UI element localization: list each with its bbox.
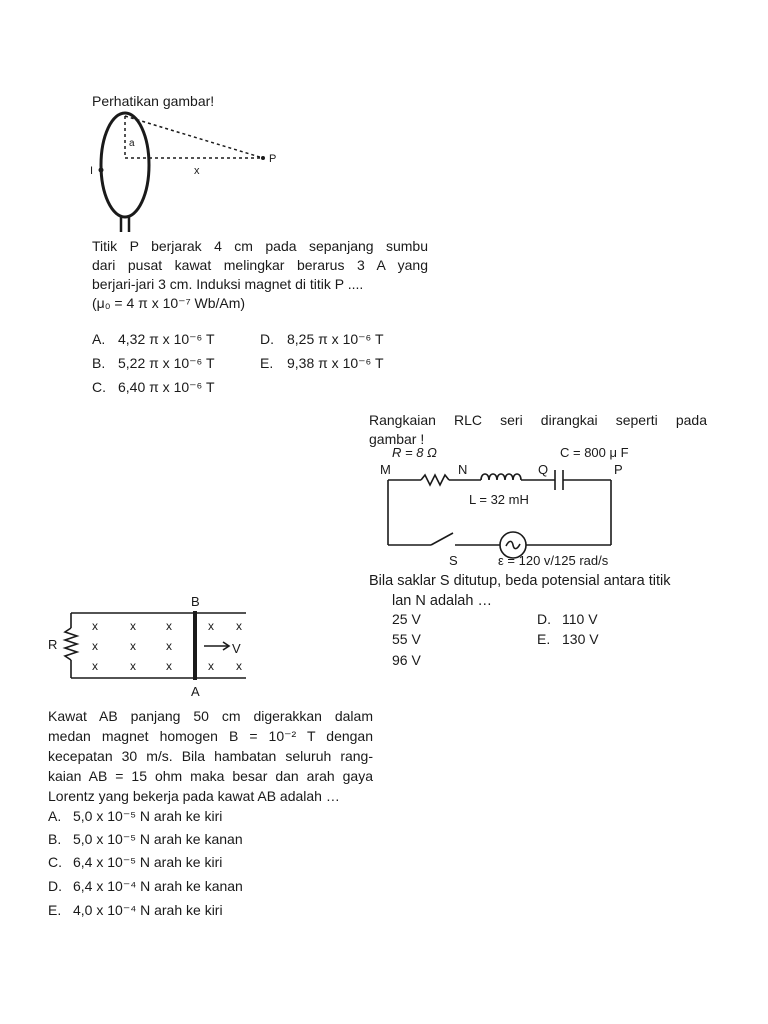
q3-option-letter: E. bbox=[48, 902, 62, 918]
q1-option-letter: D. bbox=[260, 331, 274, 347]
field-cross: x bbox=[92, 659, 98, 673]
q3-option-letter: C. bbox=[48, 854, 62, 870]
field-cross: x bbox=[92, 619, 98, 633]
q2-title-line: Rangkaian RLC seri dirangkai seperti pada bbox=[369, 412, 707, 428]
q3-text-line: medan magnet homogen B = 10⁻² T dengan bbox=[48, 728, 373, 744]
q2-title-line: gambar ! bbox=[369, 431, 425, 447]
q3-option-text: 5,0 x 10⁻⁵ N arah ke kanan bbox=[73, 831, 243, 847]
q1-option-letter: B. bbox=[92, 355, 106, 371]
label-p: P bbox=[269, 153, 277, 165]
q2-question-line: lan N adalah … bbox=[392, 593, 492, 609]
q1-option-text: 6,40 π x 10⁻⁶ T bbox=[118, 379, 215, 395]
q1-text-line: Titik P berjarak 4 cm pada sepanjang sumbu bbox=[92, 238, 428, 254]
label-source: ε = 120 v/125 rad/s bbox=[498, 553, 609, 568]
q3-option-text: 4,0 x 10⁻⁴ N arah ke kiri bbox=[73, 902, 223, 918]
q1-option-text: 5,22 π x 10⁻⁶ T bbox=[118, 355, 215, 371]
q1-text-line: berjari-jari 3 cm. Induksi magnet di titik P .... bbox=[92, 276, 364, 292]
label-v: V bbox=[232, 641, 241, 656]
label-r: R bbox=[48, 637, 58, 652]
moving-wire-figure bbox=[46, 594, 256, 700]
point-p-dot bbox=[261, 156, 265, 160]
q1-option-letter: E. bbox=[260, 355, 274, 371]
q1-title: Perhatikan gambar! bbox=[92, 93, 215, 109]
field-cross: x bbox=[166, 619, 172, 633]
label-x: x bbox=[194, 165, 200, 177]
rlc-circuit-figure bbox=[375, 442, 675, 572]
q2-option-letter: E. bbox=[537, 631, 551, 647]
label-r: R = 8 Ω bbox=[392, 445, 437, 460]
field-cross: x bbox=[208, 659, 214, 673]
node-n: N bbox=[458, 462, 468, 477]
q1-option-text: 4,32 π x 10⁻⁶ T bbox=[118, 331, 215, 347]
current-dot bbox=[99, 168, 104, 173]
q3-option-letter: B. bbox=[48, 831, 62, 847]
q2-option-text: 55 V bbox=[392, 631, 421, 647]
q3-text-line: Kawat AB panjang 50 cm digerakkan dalam bbox=[48, 708, 373, 724]
q2-option-text: 130 V bbox=[562, 631, 599, 647]
q2-option-text: 25 V bbox=[392, 611, 421, 627]
label-a: a bbox=[129, 138, 135, 149]
field-cross: x bbox=[166, 639, 172, 653]
field-cross: x bbox=[208, 619, 214, 633]
q3-text-line: Lorentz yang bekerja pada kawat AB adalah … bbox=[48, 788, 340, 804]
q2-question-line: Bila saklar S ditutup, beda potensial antara titik bbox=[369, 573, 671, 589]
q2-option-text: 110 V bbox=[562, 611, 598, 627]
field-cross: x bbox=[236, 659, 242, 673]
field-cross: x bbox=[166, 659, 172, 673]
q1-text-line: (μ₀ = 4 π x 10⁻⁷ Wb/Am) bbox=[92, 295, 246, 311]
q3-option-text: 6,4 x 10⁻⁴ N arah ke kanan bbox=[73, 878, 243, 894]
field-cross: x bbox=[130, 619, 136, 633]
node-m: M bbox=[380, 462, 391, 477]
q3-option-text: 5,0 x 10⁻⁵ N arah ke kiri bbox=[73, 808, 223, 824]
ac-wave-icon bbox=[506, 541, 520, 548]
q1-question-text bbox=[92, 237, 428, 313]
node-q: Q bbox=[538, 462, 549, 477]
q3-option-letter: D. bbox=[48, 878, 62, 894]
resistor-r-symbol bbox=[65, 628, 77, 660]
q3-option-letter: A. bbox=[48, 808, 62, 824]
q1-option-text: 9,38 π x 10⁻⁶ T bbox=[287, 355, 384, 371]
q1-option-letter: C. bbox=[92, 379, 106, 395]
q3-text-line: kaian AB = 15 ohm maka besar dan arah gaya bbox=[48, 768, 373, 784]
inductor-symbol bbox=[481, 474, 521, 480]
q2-option-letter: D. bbox=[537, 611, 551, 627]
label-l: L = 32 mH bbox=[469, 492, 529, 507]
resistor-symbol bbox=[421, 475, 449, 485]
label-c: C = 800 μ F bbox=[560, 445, 629, 460]
label-b: B bbox=[191, 594, 200, 609]
field-cross: x bbox=[92, 639, 98, 653]
field-cross: x bbox=[130, 659, 136, 673]
label-a: A bbox=[191, 684, 200, 699]
field-cross: x bbox=[236, 619, 242, 633]
q1-option-text: 8,25 π x 10⁻⁶ T bbox=[287, 331, 384, 347]
q1-text-line: dari pusat kawat melingkar berarus 3 A yang bbox=[92, 257, 428, 273]
q2-option-text: 96 V bbox=[392, 652, 421, 668]
label-switch-s: S bbox=[449, 553, 458, 568]
node-p: P bbox=[614, 462, 623, 477]
label-i: I bbox=[90, 165, 94, 177]
switch-symbol bbox=[431, 533, 453, 545]
field-cross: x bbox=[130, 639, 136, 653]
q3-question-text bbox=[48, 706, 373, 806]
q3-option-text: 6,4 x 10⁻⁵ N arah ke kiri bbox=[73, 854, 223, 870]
q1-loop-figure bbox=[85, 108, 285, 236]
q1-option-letter: A. bbox=[92, 331, 106, 347]
q3-text-line: kecepatan 30 m/s. Bila hambatan seluruh rang- bbox=[48, 748, 373, 764]
